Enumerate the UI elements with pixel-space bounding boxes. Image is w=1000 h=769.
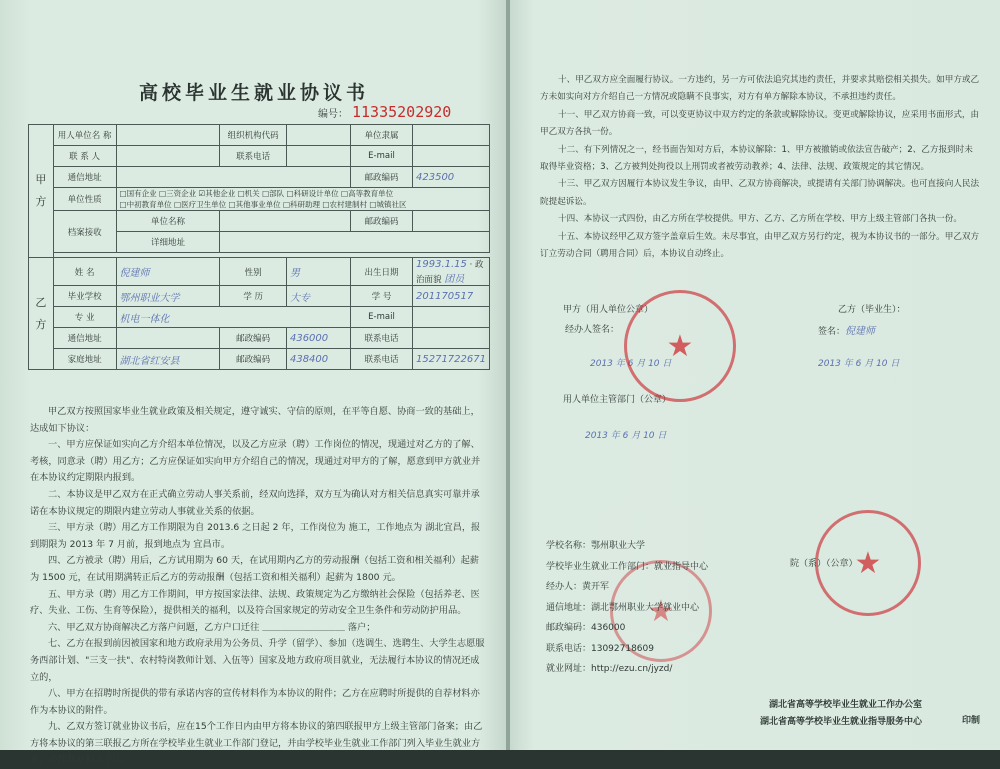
term-15: 十五、本协议经甲乙双方签字盖章后生效。未尽事宜，由甲乙双方另行约定，视为本协议书的一部分。甲乙双方订立劳动合同（聘用合同）后，本协议自动终止。 bbox=[540, 231, 980, 260]
handler-sign-label: 经办人签名： bbox=[565, 325, 620, 335]
term-12: 十二、有下列情况之一，经书面告知对方后，本协议解除：1、甲方被撤销或依法宣告破产；2、乙方报到时未取得毕业资格；3、乙方被判处拘役以上刑罚或者被劳动教养；4、法律、法规、政策规定的其它情况。 bbox=[540, 144, 973, 173]
dob-politics-cell bbox=[351, 258, 413, 286]
student-address-value bbox=[116, 328, 220, 349]
sign-label: 签名： bbox=[818, 327, 846, 337]
footer-publisher bbox=[760, 697, 922, 731]
student-no-label: 学 号 bbox=[351, 286, 413, 307]
superior-date: 2013 年 6 月 10 日 bbox=[585, 431, 667, 441]
term-3: 三、甲方录（聘）用乙方工作期限为自 2013.6 之日起 2 年，工作岗位为 施工，工作地点为 湖北宜昌，报到期限为 2013 年 7 月前，报到地点为 宜昌市。 bbox=[30, 522, 481, 550]
student-phone-label: 联系电话 bbox=[351, 328, 413, 349]
student-no-value: 201170517 bbox=[413, 286, 490, 307]
agreement-terms-left bbox=[30, 404, 485, 769]
serial-value: 11335202920 bbox=[352, 103, 452, 121]
org-code-value bbox=[286, 125, 350, 146]
phone-label: 联系电话 bbox=[220, 146, 287, 167]
party-a-date: 2013 年 6 月 10 日 bbox=[590, 359, 672, 369]
seal-star-icon: ★ bbox=[854, 545, 882, 581]
degree-value: 大专 bbox=[286, 286, 350, 307]
school-postcode: 邮政编码：436000 bbox=[546, 623, 626, 633]
student-postcode-label: 邮政编码 bbox=[220, 328, 287, 349]
home-phone-value: 15271722671 bbox=[413, 349, 490, 370]
student-phone-value bbox=[413, 328, 490, 349]
term-2: 二、本协议是甲乙双方在正式确立劳动人事关系前，经双向选择，双方互为确认对方相关信息真实可靠并承诺在本协议规定的期限内建立劳动人事就业关系的依据。 bbox=[30, 488, 480, 517]
student-address-label: 通信地址 bbox=[53, 328, 116, 349]
term-7: 七、乙方在报到前因被国家和地方政府录用为公务员、升学（留学）、参加（选调生、选聘生、大学生志愿服务西部计划、"三支一扶"、农村特岗教师计划、入伍等）国家及地方政府项目就业，无法履行本协议的情况还成立的， bbox=[30, 638, 485, 683]
address-value bbox=[116, 167, 350, 188]
term-4: 四、乙方被录（聘）用后，乙方试用期为 60 天，在试用期内乙方的劳动报酬（包括工资和相关福利）起薪为 1500 元，在试用期满转正后乙方的劳动报酬（包括工资和相关福利）起薪为 1800 元。 bbox=[30, 555, 479, 583]
term-8: 八、甲方在招聘时所提供的带有承诺内容的宣传材料作为本协议的附件；乙方在应聘时所提供的自荐材料亦作为本协议的附件。 bbox=[30, 688, 480, 716]
school-dept: 学校毕业生就业工作部门：就业指导中心 bbox=[546, 561, 709, 572]
student-postcode-value: 436000 bbox=[286, 328, 350, 349]
school-label: 毕业学校 bbox=[53, 286, 116, 307]
student-email-label: E-mail bbox=[351, 307, 413, 328]
archive-address-label: 详细地址 bbox=[116, 232, 220, 253]
major-label: 专 业 bbox=[53, 307, 116, 328]
archive-label: 档案接收 bbox=[53, 211, 116, 253]
seal-star-icon: ★ bbox=[647, 593, 675, 629]
party-b-label: 乙方 bbox=[29, 258, 54, 370]
home-postcode-label: 邮政编码 bbox=[220, 349, 287, 370]
archive-unit-label: 单位名称 bbox=[116, 211, 220, 232]
school-address: 通信地址：湖北鄂州职业大学就业中心 bbox=[546, 602, 700, 613]
document-title: 高校毕业生就业协议书 bbox=[138, 82, 369, 104]
home-postcode-value: 438400 bbox=[286, 349, 350, 370]
employer-seal bbox=[624, 290, 736, 402]
politics-value: 团员 bbox=[444, 274, 465, 285]
school-handler: 经办人：黄开军 bbox=[546, 582, 610, 592]
phone-value bbox=[286, 146, 350, 167]
degree-label: 学 历 bbox=[220, 286, 287, 307]
email-value bbox=[413, 146, 490, 167]
footer-line-2: 湖北省高等学校毕业生就业指导服务中心 bbox=[760, 717, 923, 727]
party-a-label: 甲方 bbox=[29, 125, 54, 258]
unit-affiliation-value bbox=[413, 125, 490, 146]
term-6: 六、甲乙双方协商解决乙方落户问题，乙方户口迁往 ＿＿＿＿＿＿＿＿＿ 落户； bbox=[48, 621, 376, 633]
student-name-value: 倪建师 bbox=[116, 258, 220, 286]
footer-line-1: 湖北省高等学校毕业生就业工作办公室 bbox=[769, 700, 923, 710]
major-value: 机电一体化 bbox=[116, 307, 350, 328]
unit-nature-options bbox=[116, 188, 489, 211]
sign-name: 倪建师 bbox=[845, 326, 876, 337]
school-phone: 联系电话：13092718609 bbox=[546, 643, 654, 654]
contact-label: 联 系 人 bbox=[53, 146, 116, 167]
dob-politics-values: 1993.1.15 · 政治面貌 团员 bbox=[413, 258, 490, 286]
dob-label: 出生日期 bbox=[364, 267, 399, 278]
school-website: 就业网址：http://ezu.cn/jyzd/ bbox=[546, 664, 673, 674]
address-label: 通信地址 bbox=[53, 167, 116, 188]
dob-value: 1993.1.15 bbox=[416, 259, 467, 270]
email-label: E-mail bbox=[351, 146, 413, 167]
home-address-label: 家庭地址 bbox=[53, 349, 116, 370]
unit-nature-options-row2: □中初教育单位 □医疗卫生单位 □其他事业单位 □科研助理 □农村建制村 □城镇社区 bbox=[119, 200, 407, 209]
term-14: 十四、本协议一式四份，由乙方所在学校提供。甲方、乙方、乙方所在学校、甲方上级主管部门各执一份。 bbox=[558, 214, 962, 225]
unit-nature-options-row1: □国有企业 □三资企业 ☑其他企业 □机关 □部队 □科研设计单位 □高等教育单位 bbox=[119, 189, 394, 198]
gender-label: 性别 bbox=[220, 258, 287, 286]
student-name-label: 姓 名 bbox=[53, 258, 116, 286]
unit-name-value bbox=[116, 125, 220, 146]
org-code-label: 组织机构代码 bbox=[220, 125, 287, 146]
party-b-date: 2013 年 6 月 10 日 bbox=[818, 359, 900, 369]
home-address-value: 湖北省红安县 bbox=[116, 349, 220, 370]
term-11: 十一、甲乙双方协商一致，可以变更协议中双方约定的条款或解除协议。变更或解除协议，应采用书面形式，由甲乙双方各执一份。 bbox=[540, 109, 980, 138]
archive-postcode-value bbox=[413, 211, 490, 232]
term-9: 九、乙双方签订就业协议书后，应在15个工作日内由甲方将本协议的第四联报甲方上级主管部门备案；由乙方将本协议的第三联报乙方所在学校毕业生就业工作部门登记，并由学校毕业生就业工作部门列入毕业生就业方案，办理就业相关手续。 bbox=[30, 721, 483, 766]
postcode-value: 423500 bbox=[413, 167, 490, 188]
contact-value bbox=[116, 146, 220, 167]
serial-number bbox=[318, 103, 451, 121]
home-phone-label: 联系电话 bbox=[351, 349, 413, 370]
term-intro: 甲乙双方按照国家毕业生就业政策及相关规定，遵守诚实、守信的原则，在平等自愿、协商一致的基础上，达成如下协议： bbox=[30, 406, 480, 434]
party-b-signature bbox=[818, 322, 875, 337]
unit-affiliation-label: 单位隶属 bbox=[351, 125, 413, 146]
politics-label: 政治面貌 bbox=[416, 260, 484, 285]
party-b-sign-label: 乙方（毕业生）： bbox=[838, 305, 906, 315]
archive-unit-value bbox=[220, 211, 351, 232]
unit-nature-label: 单位性质 bbox=[53, 188, 116, 211]
print-label: 印制 bbox=[962, 716, 981, 726]
agreement-terms-right bbox=[540, 72, 980, 263]
agreement-form-table bbox=[28, 124, 490, 370]
superior-dept-label: 用人单位主管部门（公章） bbox=[563, 395, 672, 405]
term-13: 十三、甲乙双方因履行本协议发生争议，由甲、乙双方协商解决，或提请有关部门协调解决。也可直接向人民法院提起诉讼。 bbox=[540, 179, 980, 207]
party-a-sign-label: 甲方（用人单位公章） bbox=[563, 305, 654, 315]
student-email-value bbox=[413, 307, 490, 328]
school-name: 学校名称：鄂州职业大学 bbox=[546, 541, 646, 551]
term-1: 一、甲方应保证如实向乙方介绍本单位情况，以及乙方应录（聘）工作岗位的情况，现通过对乙方的了解、考核，同意录（聘）用乙方；乙方应保证如实向甲方介绍自己的情况，现通过对甲方的了解，愿意到甲方就业并在本协议约定期限内报到。 bbox=[30, 439, 481, 484]
archive-postcode-label: 邮政编码 bbox=[351, 211, 413, 232]
serial-label: 编号： bbox=[318, 109, 348, 120]
term-5: 五、甲方录（聘）用乙方工作期间，甲方按国家法律、法规、政策规定为乙方缴纳社会保险（包括养老、医疗、失业、工伤、生育等保险），提供相关的福利，以及符合国家规定的劳动安全卫生条件和劳动防护用品。 bbox=[30, 588, 480, 617]
unit-name-label: 用人单位名 称 bbox=[53, 125, 116, 146]
school-info bbox=[546, 536, 708, 680]
dept-seal-label: 院（系）（公章） bbox=[790, 559, 858, 569]
term-10: 十、甲乙双方应全面履行协议。一方违约，另一方可依法追究其违约责任，并要求其赔偿相关损失。如甲方或乙方未如实向对方介绍自己一方情况或隐瞒不良事实，对方有单方解除本协议，不承担违约责任。 bbox=[540, 75, 980, 103]
seal-star-icon: ★ bbox=[666, 328, 694, 364]
archive-address-value bbox=[220, 232, 490, 253]
gender-value: 男 bbox=[286, 258, 350, 286]
school-value: 鄂州职业大学 bbox=[116, 286, 220, 307]
postcode-label: 邮政编码 bbox=[351, 167, 413, 188]
